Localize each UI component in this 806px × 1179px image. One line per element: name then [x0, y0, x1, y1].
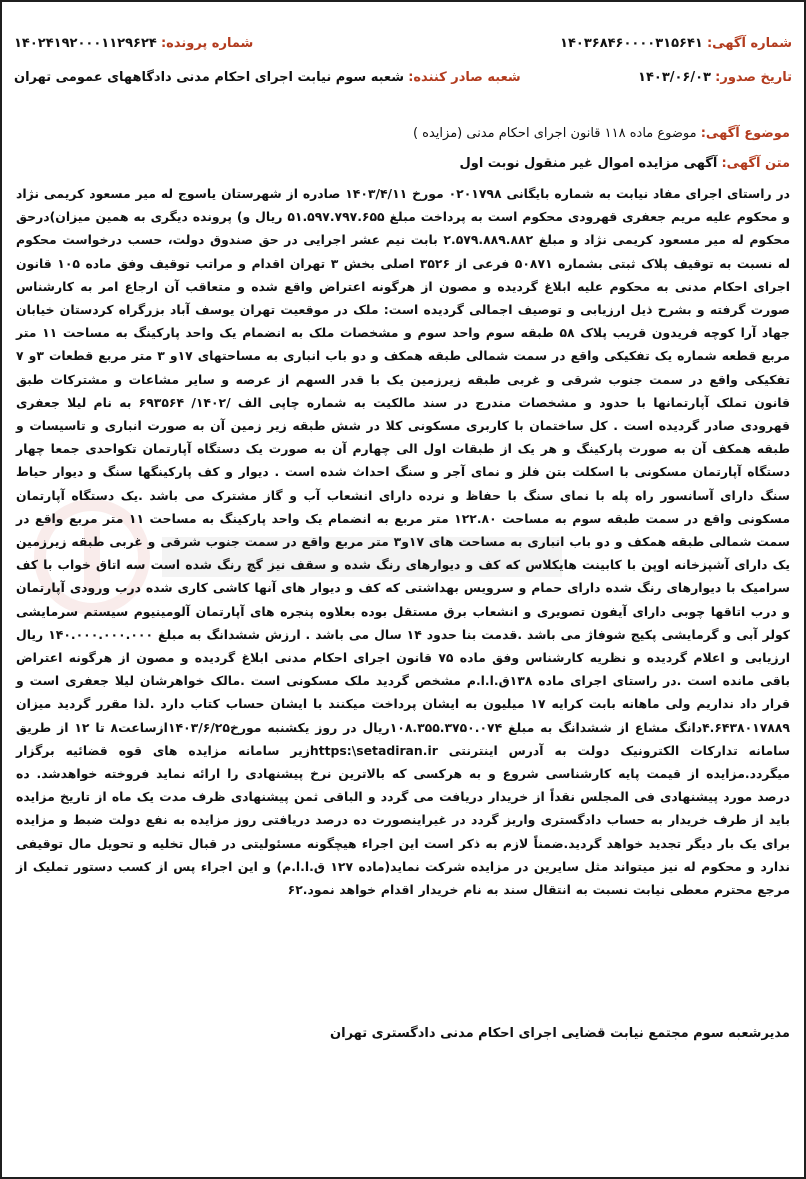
- issue-date-label: تاریخ صدور:: [715, 70, 792, 85]
- notice-number: [560, 36, 792, 51]
- notice-subject: [413, 126, 790, 141]
- subject-value: موضوع ماده ۱۱۸ قانون اجرای احکام مدنی (مزایده ): [412, 126, 697, 141]
- issue-date-value: ۱۴۰۳/۰۶/۰۳: [638, 70, 711, 85]
- issuer: [14, 70, 521, 85]
- notice-body-heading: [459, 156, 790, 171]
- header-row-issue: [14, 70, 792, 85]
- issuer-label: شعبه صادر کننده:: [408, 70, 521, 85]
- case-number: [14, 36, 253, 51]
- case-number-value: ۱۴۰۲۴۱۹۲۰۰۰۱۱۲۹۶۲۴: [14, 36, 157, 51]
- issuer-value: شعبه سوم نیابت اجرای احکام مدنی دادگاههای عمومی تهران: [14, 70, 405, 85]
- issue-date: [638, 70, 792, 85]
- notice-body-text: در راستای اجرای مفاد نیابت به شماره بایگانی ۰۲۰۱۷۹۸ مورخ ۱۴۰۳/۴/۱۱ صادره از شهرستان یاسوج له میر مسعود کریمی نژاد و محکوم علیه مریم جعفری قهرودی محکوم است به پرداخت مبلغ ۵۱.۵۹۷.۷۹۷.۶۵۵ ریال و) پرونده دیگری به همین میزان)درحق محکوم له میر مسعود کریمی نژاد و مبلغ ۲.۵۷۹.۸۸۹.۸۸۲ بابت نیم عشر اجرایی در حق صندوق دولت، حسب درخواست محکوم له نسبت به توقیف پلاک ثبتی بشماره ۵۰۸۷۱ فرعی از ۳۵۲۶ اصلی بخش ۳ تهران اقدام و مراتب توقیف وفق ماده ۱۰۵ قانون اجرای احکام مدنی به محکوم علیه ابلاغ گردیده و مصون از هرگونه اعتراض واقع شده و متعاقب آن ارجاع امر به کارشناس صورت گرفته و بشرح ذیل ارزیابی و توصیف اجمالی گردیده است: ملک در موقعیت تهران یوسف آباد بزرگراه کردستان خیابان جهاد آرا کوچه فریدون قریب پلاک ۵۸ طبقه سوم واحد سوم و مشخصات ملک به انضمام یک واحد پارکینگ به مساحت ۱۱ متر مربع قطعه شماره یک تفکیکی واقع در سمت شمالی طبقه همکف و دو باب انباری به مساحتهای ۱۷و ۳ متر مربع قطعات ۳و ۷ تفکیکی واقع در سمت جنوب شرقی و غربی طبقه زیرزمین یک با قدر السهم از عرصه و سایر مشاعات و مشترکات طبق قانون تملک آپارتمانها با حدود و مشخصات مندرج در سند مالکیت به شماره چاپی الف /۱۴۰۲/ ۶۹۳۵۶۴ به نام لیلا جعفری قهرودی صادر گردیده است . کل ساختمان با کاربری مسکونی کلا در شش طبقه زیر زمین آن به صورت انباری و تاسیسات و طبقه همکف آن به صورت پارکینگ و هر یک از طبقات اول الی چهارم آن به صورت یک دستگاه آپارتمان تکواحدی جمعا چهار دستگاه آپارتمان مسکونی با اسکلت بتن فلز و نمای آجر و سنگ احداث شده است . دیوار و کف پارکینگها سنگ و دیوار حیاط سنگ دارای آسانسور راه پله با نمای سنگ با حفاظ و نرده دارای انشعاب آب و گاز مشترک می باشد .یک دستگاه آپارتمان مسکونی واقع در سمت طبقه سوم به مساحت ۱۲۲.۸۰ متر مربع به انضمام یک واحد پارکینگ به مساحت ۱۱ متر مربع واقع در سمت شمالی طبقه همکف و دو باب انباری به مساحت های ۱۷و۳ متر مربع واقع در سمت جنوب شرقی و غربی طبقه زیرزمین یک دارای آشپزخانه اوپن با کابینت هایکلاس که کف و دیوارهای رنگ شده و سقف نیز گچ رنگ شده است سه اتاق خواب با کف سرامیک با دیوارهای رنگ شده دارای حمام و سرویس بهداشتی که کف و دیوار های آنها کاشی کاری شده درب ورودی آپارتمان و درب اتاقها چوبی دارای آیفون تصویری و انشعاب برق مستقل بوده بعلاوه پنجره های آپارتمان آلومینیوم سیستم سرمایشی کولر آبی و گرمایشی پکیج شوفاژ می باشد .قدمت بنا حدود ۱۴ سال می باشد . ارزش ششدانگ به مبلغ ۱۴۰.۰۰۰.۰۰۰.۰۰۰ ریال ارزیابی و اعلام گردیده و نظریه کارشناس وفق ماده ۷۵ قانون اجرای احکام مدنی ابلاغ گردیده و مصون از هرگونه اعتراض باقی مانده است .در راستای اجرای ماده ۱۳۸ق.ا.ا.م مشخص گردید ملک مسکونی است .مالک خواهرشان لیلا جعفری است و قرار داد نداریم ولی ماهانه بابت کرایه ۱۷ میلیون به ایشان پرداخت میکنند با ایشان حساب کتاب دارد .لذا مقرر گردید میزان ۴.۶۴۳۸۰۱۷۸۸۹دانگ مشاع از ششدانگ به مبلغ ۱۰۸.۳۵۵.۳۷۵۰.۰۷۴ریال در روز یکشنبه مورخ۱۴۰۳/۶/۲۵ازساعت۸ تا ۱۲ از طریق سامانه تدارکات الکترونیک دولت به آدرس اینترنتی https:\setadiran.irزیر سامانه مزایده های قوه قضائیه برگزار میگردد.مزایده از قیمت پایه کارشناسی شروع و به هرکسی که بالاترین نرخ پیشنهادی را ارائه نماید فروخته خواهدشد. ده درصد مورد پیشنهادی فی المجلس نقداً از خریدار دریافت می گردد و الباقی ثمن پیشنهادی ظرف مدت یک ماه از تاریخ مزایده باید از طرف خریدار به حساب دادگستری واریز گردد در غیراینصورت ده درصد دریافتی روز مزایده به نفع دولت ضبط و مزایده برای یک بار دیگر تجدید خواهد گردید.ضمناً لازم به ذکر است این اجراء هیچگونه مسئولیتی در قبال تخلیه و تحویل مال توقیفی ندارد و محکوم له نیز میتواند مثل سایرین در مزایده شرکت نماید(ماده ۱۲۷ ق.ا.ا.م) و این اجراء پس از کسب دستور تملیک از مرجع محترم معطی نیابت نسبت به انتقال سند به نام خریدار اقدام خواهد نمود.۶۲: [16, 186, 791, 898]
- signature-line: مدیرشعبه سوم مجتمع نیابت قضایی اجرای احکام مدنی دادگستری تهران: [330, 1026, 790, 1041]
- subject-label: موضوع آگهی:: [700, 126, 790, 141]
- notice-number-label: شماره آگهی:: [706, 36, 792, 51]
- case-number-label: شماره پرونده:: [160, 36, 254, 51]
- body-heading: آگهی مزایده اموال غیر منقول نوبت اول: [459, 156, 718, 171]
- body-label: متن آگهی:: [721, 156, 790, 171]
- header-row-numbers: [14, 36, 792, 51]
- notice-number-value: ۱۴۰۳۶۸۴۶۰۰۰۰۳۱۵۶۴۱: [560, 36, 703, 51]
